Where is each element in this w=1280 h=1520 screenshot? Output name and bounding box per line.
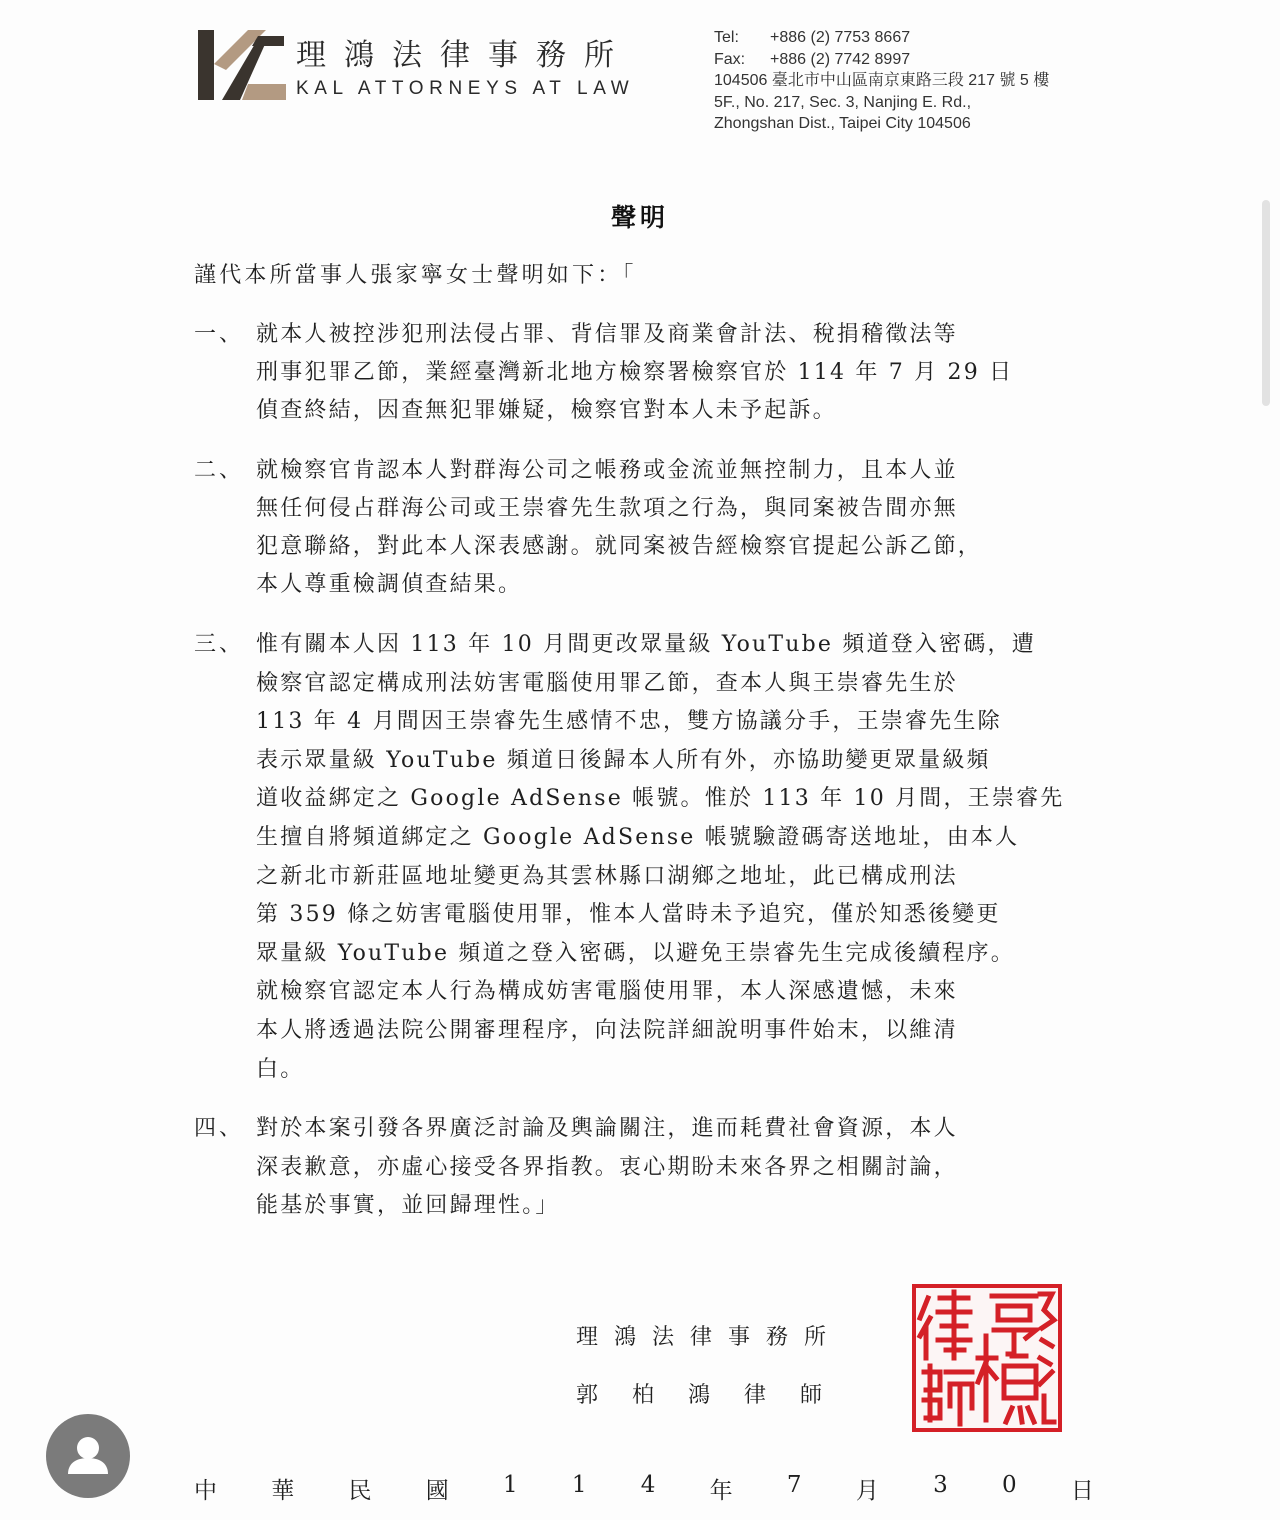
- date-part: 月: [855, 1478, 879, 1504]
- date-part: 4: [640, 1472, 656, 1498]
- statement-item-3: [194, 626, 1114, 1092]
- item-line: 本人將透過法院公開審理程序，向法院詳細說明事件始末，以維清: [256, 1018, 958, 1043]
- address-en-1: 5F., No. 217, Sec. 3, Nanjing E. Rd.,: [714, 93, 972, 111]
- item-line: 就檢察官認定本人行為構成妨害電腦使用罪，本人深感遺憾，未來: [256, 979, 958, 1005]
- item-line: 刑事犯罪乙節，業經臺灣新北地方檢察署檢察官於 114 年 7 月 29 日: [256, 360, 1014, 385]
- date-part: 7: [786, 1472, 802, 1498]
- date-part: 1: [503, 1472, 518, 1498]
- item-line: 能基於事實，並回歸理性。」: [256, 1193, 560, 1219]
- item-line: 眾量級 YouTube 頻道之登入密碼，以避免王崇睿先生完成後續程序。: [256, 940, 1015, 966]
- scrollbar[interactable]: [1262, 200, 1270, 406]
- seal-stamp-icon: [916, 1288, 1058, 1428]
- item-line: 偵查終結，因查無犯罪嫌疑，檢察官對本人未予起訴。: [256, 398, 837, 423]
- person-avatar-icon: [46, 1414, 130, 1498]
- statement-item-2: [194, 452, 1114, 608]
- kal-logo-icon: [196, 28, 288, 102]
- date-part: 3: [933, 1472, 948, 1498]
- item-line: 惟有關本人因 113 年 10 月間更改眾量級 YouTube 頻道登入密碼，遭: [256, 632, 1036, 657]
- fax-label: Fax:: [714, 50, 746, 68]
- item-line: 113 年 4 月間因王崇睿先生感情不忠，雙方協議分手，王崇睿先生除: [256, 709, 1002, 735]
- item-number: 二、: [194, 458, 245, 483]
- lawyer-seal-stamp: [912, 1284, 1062, 1432]
- firm-name-cn: 理鴻法律事務所: [296, 38, 632, 73]
- item-line: 生擅自將頻道綁定之 Google AdSense 帳號驗證碼寄送地址，由本人: [256, 825, 1020, 850]
- date-part: 國: [425, 1478, 449, 1504]
- date-row: [194, 1472, 1094, 1505]
- address-en-2: Zhongshan Dist., Taipei City 104506: [714, 115, 971, 132]
- date-part: 0: [1001, 1472, 1017, 1498]
- address-cn: 104506 臺北市中山區南京東路三段 217 號 5 樓: [714, 72, 1050, 89]
- person-avatar-button[interactable]: [46, 1414, 130, 1498]
- item-line: 無任何侵占群海公司或王崇睿先生款項之行為，與同案被告間亦無: [256, 496, 958, 521]
- signature-lawyer: 郭柏鴻律師: [576, 1383, 857, 1408]
- tel-row: [714, 27, 1049, 49]
- item-line: 檢察官認定構成刑法妨害電腦使用罪乙節，查本人與王崇睿先生於: [256, 670, 958, 696]
- item-line: 第 359 條之妨害電腦使用罪，惟本人當時未予追究，僅於知悉後變更: [256, 902, 1001, 928]
- fax-row: [714, 49, 1049, 71]
- item-line: 表示眾量級 YouTube 頻道日後歸本人所有外，亦協助變更眾量級頻: [256, 747, 991, 773]
- item-number: 三、: [194, 632, 245, 657]
- item-line: 本人尊重檢調偵查結果。: [256, 572, 523, 597]
- date-part: 1: [571, 1472, 587, 1498]
- item-line: 就檢察官肯認本人對群海公司之帳務或金流並無控制力，且本人並: [256, 458, 958, 483]
- item-line: 深表歉意，亦虛心接受各界指教。衷心期盼未來各界之相關討論，: [256, 1154, 958, 1180]
- item-number: 四、: [194, 1116, 245, 1141]
- firm-logo: [196, 28, 288, 102]
- item-line: 對於本案引發各界廣泛討論及輿論關注，進而耗費社會資源，本人: [256, 1116, 958, 1141]
- statement-item-4: [194, 1110, 1114, 1230]
- intro-text: 謹代本所當事人張家寧女士聲明如下：「: [194, 263, 637, 288]
- item-line: 白。: [256, 1056, 305, 1082]
- firm-name-en: KAL ATTORNEYS AT LAW: [296, 78, 635, 99]
- date-part: 年: [709, 1478, 733, 1504]
- fax-number: +886 (2) 7742 8997: [770, 50, 911, 68]
- date-part: 民: [348, 1478, 372, 1504]
- date-part: 日: [1070, 1478, 1094, 1504]
- contact-block: [714, 27, 1049, 135]
- item-number: 一、: [194, 322, 245, 347]
- item-line: 就本人被控涉犯刑法侵占罪、背信罪及商業會計法、稅捐稽徵法等: [256, 322, 958, 347]
- signature-firm: 理鴻法律事務所: [576, 1325, 843, 1350]
- item-line: 之新北市新莊區地址變更為其雲林縣口湖鄉之地址，此已構成刑法: [256, 863, 958, 889]
- tel-label: Tel:: [714, 29, 739, 46]
- document-title: 聲明: [610, 203, 669, 232]
- date-part: 華: [271, 1478, 295, 1504]
- item-line: 犯意聯絡，對此本人深表感謝。就同案被告經檢察官提起公訴乙節，: [256, 534, 983, 559]
- item-line: 道收益綁定之 Google AdSense 帳號。惟於 113 年 10 月間，王崇睿先: [256, 786, 1065, 812]
- tel-number: +886 (2) 7753 8667: [770, 29, 911, 46]
- date-part: 中: [194, 1478, 217, 1504]
- statement-item-1: [194, 316, 1114, 436]
